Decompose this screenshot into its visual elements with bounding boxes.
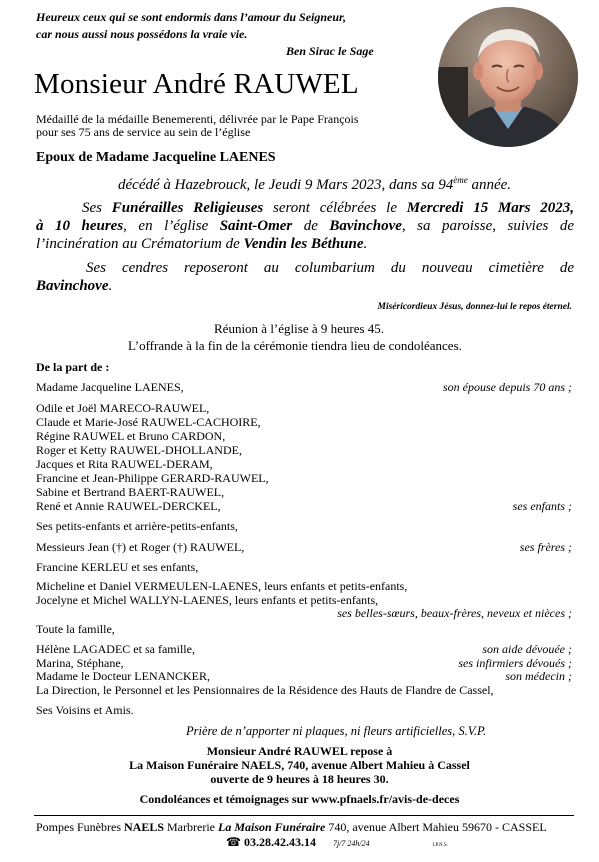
family-row xyxy=(36,540,572,555)
ashes-line-2 xyxy=(36,278,112,295)
repose-line-3: ouverte de 9 heures à 18 heures 30. xyxy=(210,772,389,786)
family-name: Régine RAUWEL et Bruno CARDON, xyxy=(36,429,226,443)
family-name: Francine et Jean-Philippe GERARD-RAUWEL, xyxy=(36,471,269,485)
condolences-line: Condoléances et témoignages sur www.pfnaels.fr/avis-de-deces xyxy=(139,792,460,806)
footer-house-name: La Maison Funéraire xyxy=(218,820,326,834)
family-name: La Direction, le Personnel et les Pensionnaires de la Résidence des Hauts de Flandre de Cassel, xyxy=(36,683,494,697)
church-name: Saint-Omer xyxy=(219,218,293,234)
footer-phone: 03.28.42.43.14 xyxy=(243,835,316,849)
quote-author: Ben Sirac le Sage xyxy=(286,44,374,58)
portrait-illustration xyxy=(438,7,578,147)
family-row xyxy=(36,457,572,472)
gathering-line: Réunion à l’église à 9 heures 45. xyxy=(214,321,385,336)
family-row xyxy=(36,579,572,594)
family-name: Hélène LAGADEC et sa famille, xyxy=(36,642,195,656)
funeral-text: de xyxy=(292,218,330,234)
funeral-text: Ses xyxy=(82,200,112,216)
offering-line: L’offrande à la fin de la cérémonie tiendra lieu de condoléances. xyxy=(128,338,462,353)
crematorium-name: Vendin les Béthune xyxy=(243,236,364,252)
funeral-line-1 xyxy=(82,200,574,217)
family-relation: ses frères ; xyxy=(519,540,572,554)
family-name: Francine KERLEU et ses enfants, xyxy=(36,560,199,574)
flowers-request: Prière de n’apporter ni plaques, ni fleurs artificielles, S.V.P. xyxy=(186,724,487,738)
family-name: Messieurs Jean (†) et Roger (†) RAUWEL, xyxy=(36,540,245,554)
funeral-line-3 xyxy=(36,236,367,253)
funeral-line-2 xyxy=(36,218,574,235)
funeral-text: l’incinération au Crématorium de xyxy=(36,236,244,252)
family-name: Jacques et Rita RAUWEL-DERAM, xyxy=(36,457,213,471)
family-row xyxy=(36,499,572,514)
prayer-line: Miséricordieux Jésus, donnez-lui le repos éternel. xyxy=(377,302,572,312)
medal-line-1: Médaillé de la médaille Benemerenti, délivrée par le Pape François xyxy=(36,112,359,126)
quote-line-1: Heureux ceux qui se sont endormis dans l’amour du Seigneur, xyxy=(36,10,347,24)
from-label: De la part de : xyxy=(36,360,110,374)
family-row xyxy=(36,622,572,637)
family-relation: ses infirmiers dévoués ; xyxy=(458,656,572,670)
family-name: Roger et Ketty RAUWEL-DHOLLANDE, xyxy=(36,443,242,457)
funeral-text: . xyxy=(363,236,368,252)
family-row xyxy=(36,642,572,657)
family-name: Madame le Docteur LENANCKER, xyxy=(36,669,210,683)
footer-brand: NAELS xyxy=(124,820,165,834)
death-suffix: année. xyxy=(467,177,512,193)
family-row xyxy=(36,471,572,486)
family-relation: ses enfants ; xyxy=(512,499,572,513)
funeral-highlight: Funérailles Religieuses xyxy=(111,200,264,216)
footer-address xyxy=(36,820,547,835)
family-row xyxy=(36,669,572,684)
funeral-text: , en l’église xyxy=(123,218,220,234)
funeral-time: à 10 heures xyxy=(36,218,124,234)
family-name: Odile et Joël MARECO-RAUWEL, xyxy=(36,401,210,415)
cemetery-town: Bavinchove xyxy=(36,278,109,294)
family-row xyxy=(36,429,572,444)
family-relation: ses belles-sœurs, beaux-frères, neveux et nièces ; xyxy=(337,606,572,620)
family-relation: son médecin ; xyxy=(505,669,572,683)
funeral-date: Mercredi 15 Mars 2023, xyxy=(406,200,575,216)
family-name: Ses petits-enfants et arrière-petits-enfants, xyxy=(36,519,238,533)
family-row xyxy=(36,415,572,430)
family-row xyxy=(36,560,572,575)
family-row xyxy=(36,703,572,718)
death-prefix: décédé à Hazebrouck, le Jeudi 9 Mars 2023, dans sa 94 xyxy=(118,177,454,193)
family-row xyxy=(36,401,572,416)
family-relation: son épouse depuis 70 ans ; xyxy=(443,380,572,394)
death-line xyxy=(118,175,511,194)
family-name: Toute la famille, xyxy=(36,622,115,636)
ashes-line-1: Ses cendres reposeront au columbarium du nouveau cimetière de xyxy=(86,260,574,276)
family-name: Ses Voisins et Amis. xyxy=(36,703,134,717)
family-name: Jocelyne et Michel WALLYN-LAENES, leurs enfants et petits-enfants, xyxy=(36,593,379,607)
footer-phone-block xyxy=(226,835,448,850)
footer-text: 740, avenue Albert Mahieu 59670 - CASSEL xyxy=(325,820,547,834)
footer-hours: 7j/7 24h/24 xyxy=(332,839,370,848)
funeral-text: , sa paroisse, suivies de xyxy=(401,218,574,234)
phone-icon: ☎ xyxy=(226,835,241,849)
footer-divider xyxy=(34,815,574,816)
parish-name: Bavinchove xyxy=(329,218,402,234)
family-name: Marina, Stéphane, xyxy=(36,656,124,670)
spouse-line: Epoux de Madame Jacqueline LAENES xyxy=(36,150,276,165)
footer-code: I.P.N.S. xyxy=(432,843,448,848)
family-name: Sabine et Bertrand BAERT-RAUWEL, xyxy=(36,485,225,499)
repose-line-2: La Maison Funéraire NAELS, 740, avenue Albert Mahieu à Cassel xyxy=(129,758,470,772)
family-row xyxy=(36,683,572,698)
medal-line-2: pour ses 75 ans de service au sein de l’église xyxy=(36,125,251,139)
funeral-text: seront célébrées le xyxy=(263,200,407,216)
footer-text: Pompes Funèbres xyxy=(36,820,124,834)
deceased-name: Monsieur André RAUWEL xyxy=(34,68,359,100)
family-row xyxy=(36,485,572,500)
family-name: Madame Jacqueline LAENES, xyxy=(36,380,184,394)
family-name: René et Annie RAUWEL-DERCKEL, xyxy=(36,499,221,513)
family-row xyxy=(36,380,572,395)
family-name: Micheline et Daniel VERMEULEN-LAENES, leurs enfants et petits-enfants, xyxy=(36,579,408,593)
family-row xyxy=(36,443,572,458)
repose-line-1: Monsieur André RAUWEL repose à xyxy=(206,744,393,758)
family-relation: son aide dévouée ; xyxy=(482,642,572,656)
family-name: Claude et Marie-José RAUWEL-CACHOIRE, xyxy=(36,415,261,429)
death-superscript: ème xyxy=(453,175,468,185)
footer-text: Marbrerie xyxy=(164,820,218,834)
portrait-photo xyxy=(438,7,578,147)
quote-line-2: car nous aussi nous possédons la vraie vie. xyxy=(36,27,248,41)
family-row xyxy=(36,519,572,534)
ashes-text: . xyxy=(108,278,113,294)
